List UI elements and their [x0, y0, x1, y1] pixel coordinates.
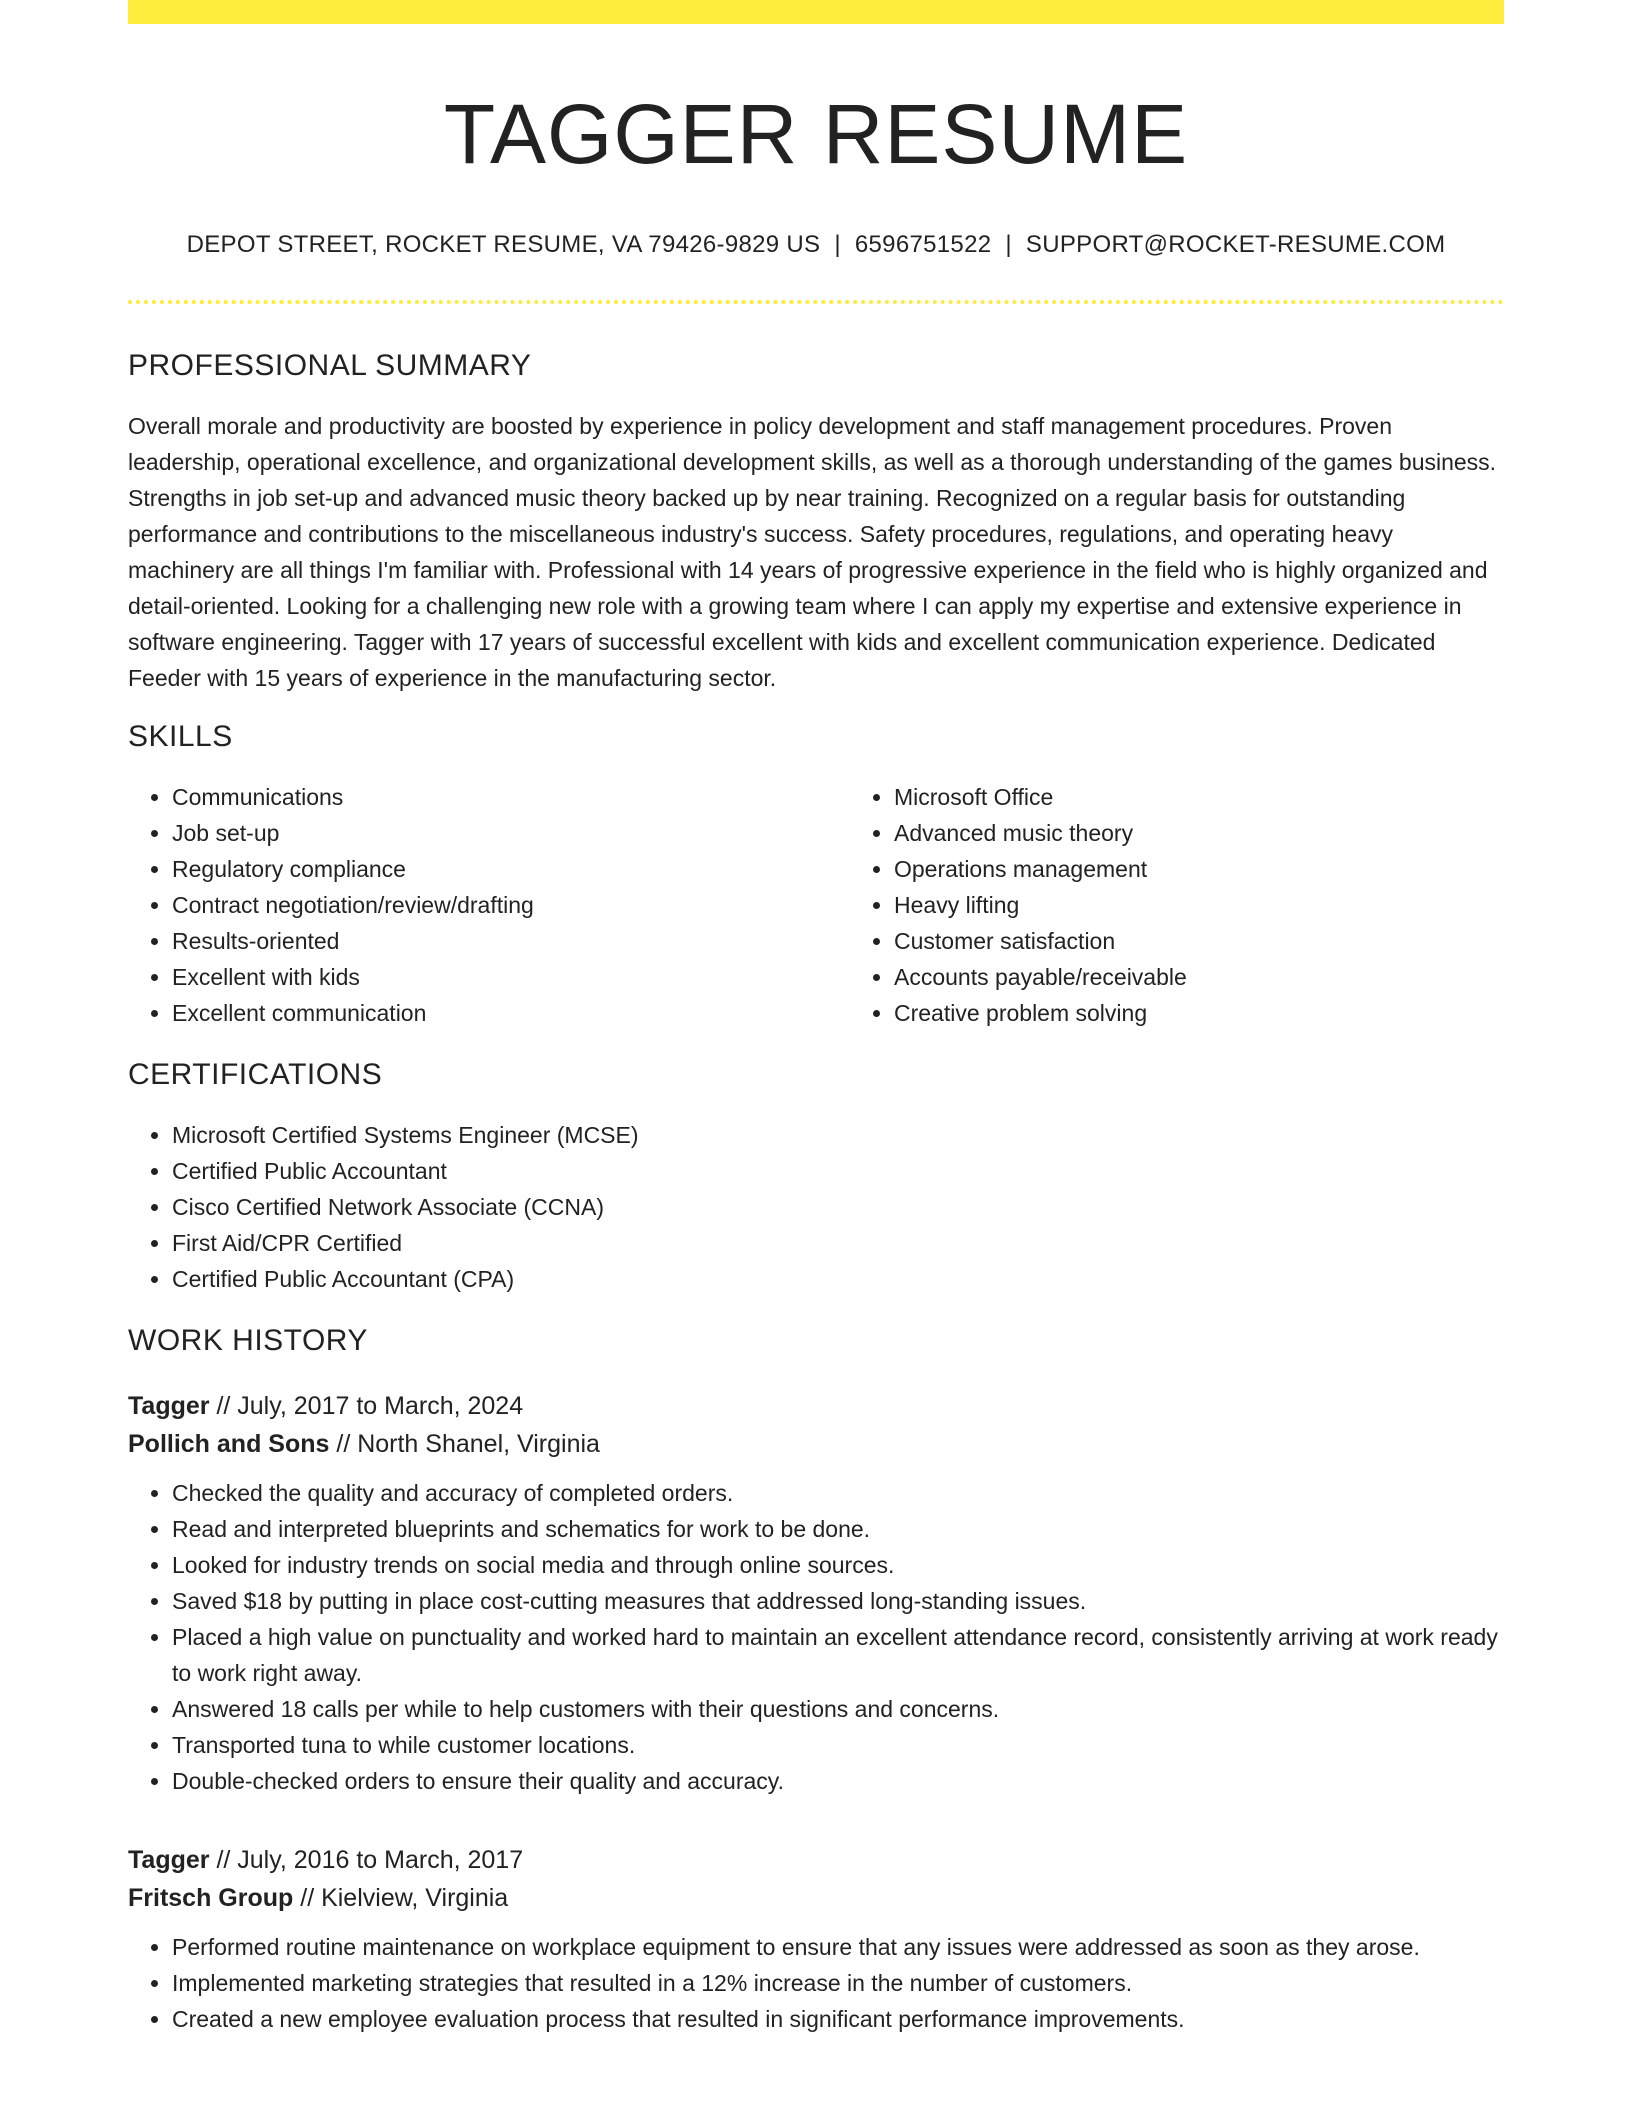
work-history-heading: WORK HISTORY	[128, 1323, 368, 1357]
certification-item: • Certified Public Accountant (CPA)	[172, 1261, 1504, 1297]
job-bullet: • Saved $18 by putting in place cost-cutting measures that addressed long-standing issues.	[172, 1583, 1504, 1619]
skill-item: • Heavy lifting	[894, 887, 1572, 923]
skills-list-left	[128, 779, 850, 1031]
certification-item: • Cisco Certified Network Associate (CCNA)	[172, 1189, 1504, 1225]
job-bullet: • Checked the quality and accuracy of completed orders.	[172, 1475, 1504, 1511]
skill-item: • Advanced music theory	[894, 815, 1572, 851]
contact-separator: |	[1005, 230, 1012, 258]
dotted-divider	[128, 300, 1504, 304]
job-bullet: • Placed a high value on punctuality and worked hard to maintain an excellent attendance record, consistently arriving at work ready to work right away.	[172, 1619, 1504, 1691]
job-header	[128, 1387, 1504, 1463]
contact-phone: 6596751522	[854, 230, 992, 258]
job-bullet: • Answered 18 calls per while to help customers with their questions and concerns.	[172, 1691, 1504, 1727]
skill-item: • Microsoft Office	[894, 779, 1572, 815]
job-role: Tagger	[128, 1391, 210, 1420]
job-bullet: • Transported tuna to while customer locations.	[172, 1727, 1504, 1763]
job-company-line	[128, 1425, 1504, 1463]
top-accent-bar	[128, 0, 1504, 24]
job-title-line	[128, 1387, 1504, 1425]
job-bullet: • Looked for industry trends on social media and through online sources.	[172, 1547, 1504, 1583]
job-title-line	[128, 1841, 1504, 1879]
job-entry	[128, 1387, 1504, 1799]
certification-item: • Microsoft Certified Systems Engineer (MCSE)	[172, 1117, 1504, 1153]
skill-item: • Operations management	[894, 851, 1572, 887]
job-bullet: • Created a new employee evaluation process that resulted in significant performance improvements.	[172, 2001, 1504, 2037]
contact-line	[128, 231, 1504, 260]
job-bullet: • Double-checked orders to ensure their quality and accuracy.	[172, 1763, 1504, 1799]
certifications-heading: CERTIFICATIONS	[128, 1057, 383, 1091]
job-company: Fritsch Group	[128, 1883, 294, 1912]
skill-item: • Communications	[172, 779, 850, 815]
summary-text: Overall morale and productivity are boosted by experience in policy development and staff management procedures. Proven leadership, operational excellence, and organizational development skills, as well as a thorough understanding of the games business. Strengths in job set-up and advanced music theory backed up by near training. Recognized on a regular basis for outstanding performance and contributions to the miscellaneous industry's success. Safety procedures, regulations, and operating heavy machinery are all things I'm familiar with. Professional with 14 years of progressive experience in the field who is highly organized and detail-oriented. Looking for a challenging new role with a growing team where I can apply my expertise and extensive experience in software engineering. Tagger with 17 years of successful excellent with kids and excellent communication experience. Dedicated Feeder with 15 years of experience in the manufacturing sector.	[128, 412, 1497, 691]
contact-address: DEPOT STREET, ROCKET RESUME, VA 79426-9829 US	[186, 230, 821, 258]
job-dates: // July, 2017 to March, 2024	[209, 1391, 524, 1420]
skill-item: • Creative problem solving	[894, 995, 1572, 1031]
job-header	[128, 1841, 1504, 1917]
skill-item: • Customer satisfaction	[894, 923, 1572, 959]
job-dates: // July, 2016 to March, 2017	[209, 1845, 524, 1874]
skill-item: • Accounts payable/receivable	[894, 959, 1572, 995]
resume-page	[128, 0, 1504, 2037]
skills-grid	[128, 755, 1504, 1031]
resume-name: TAGGER RESUME	[443, 87, 1189, 181]
job-company: Pollich and Sons	[128, 1429, 330, 1458]
job-bullets	[128, 1929, 1504, 2037]
skills-heading: SKILLS	[128, 719, 233, 753]
summary-heading: PROFESSIONAL SUMMARY	[128, 348, 532, 382]
job-company-line	[128, 1879, 1504, 1917]
skill-item: • Excellent with kids	[172, 959, 850, 995]
skill-item: • Excellent communication	[172, 995, 850, 1031]
certification-item: • First Aid/CPR Certified	[172, 1225, 1504, 1261]
job-location: // Kielview, Virginia	[293, 1883, 509, 1912]
skill-item: • Job set-up	[172, 815, 850, 851]
job-bullet: • Implemented marketing strategies that resulted in a 12% increase in the number of customers.	[172, 1965, 1504, 2001]
job-bullet: • Performed routine maintenance on workplace equipment to ensure that any issues were addressed as soon as they arose.	[172, 1929, 1504, 1965]
job-bullets	[128, 1475, 1504, 1799]
job-entry	[128, 1841, 1504, 2037]
skill-item: • Contract negotiation/review/drafting	[172, 887, 850, 923]
skill-item: • Results-oriented	[172, 923, 850, 959]
contact-separator: |	[834, 230, 841, 258]
certification-item: • Certified Public Accountant	[172, 1153, 1504, 1189]
job-role: Tagger	[128, 1845, 210, 1874]
skill-item: • Regulatory compliance	[172, 851, 850, 887]
contact-email: SUPPORT@ROCKET-RESUME.COM	[1025, 230, 1446, 258]
certifications-list	[128, 1117, 1504, 1297]
job-bullet: • Read and interpreted blueprints and schematics for work to be done.	[172, 1511, 1504, 1547]
skills-list-right	[850, 779, 1572, 1031]
job-location: // North Shanel, Virginia	[329, 1429, 600, 1458]
